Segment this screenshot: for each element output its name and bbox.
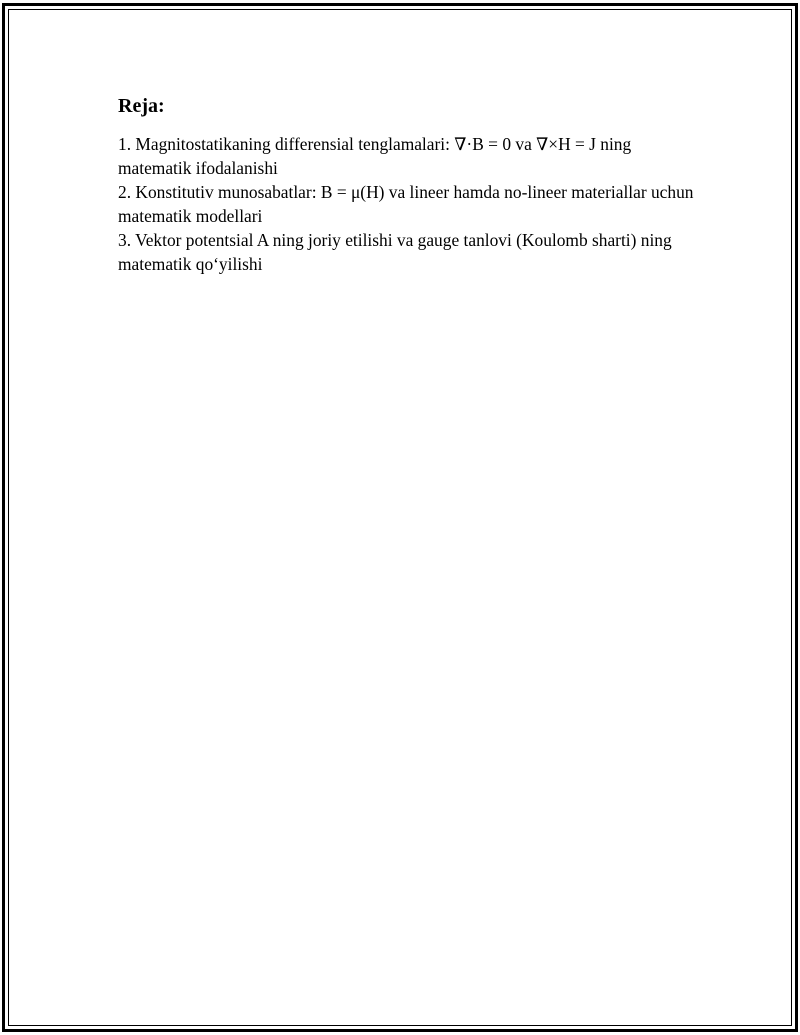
plan-heading: Reja: (118, 95, 165, 117)
page-content (118, 92, 698, 276)
plan-item-2: 2. Konstitutiv munosabatlar: B = μ(H) va lineer hamda no-lineer materiallar uchun matematik modellari (118, 182, 694, 226)
plan-list (118, 132, 698, 276)
plan-item-3: 3. Vektor potentsial A ning joriy etilishi va gauge tanlovi (Koulomb sharti) ning matematik qo‘yilishi (118, 230, 672, 274)
plan-item-1: 1. Magnitostatikaning differensial tenglamalari: ∇·B = 0 va ∇×H = J ning matematik ifodalanishi (118, 134, 632, 178)
